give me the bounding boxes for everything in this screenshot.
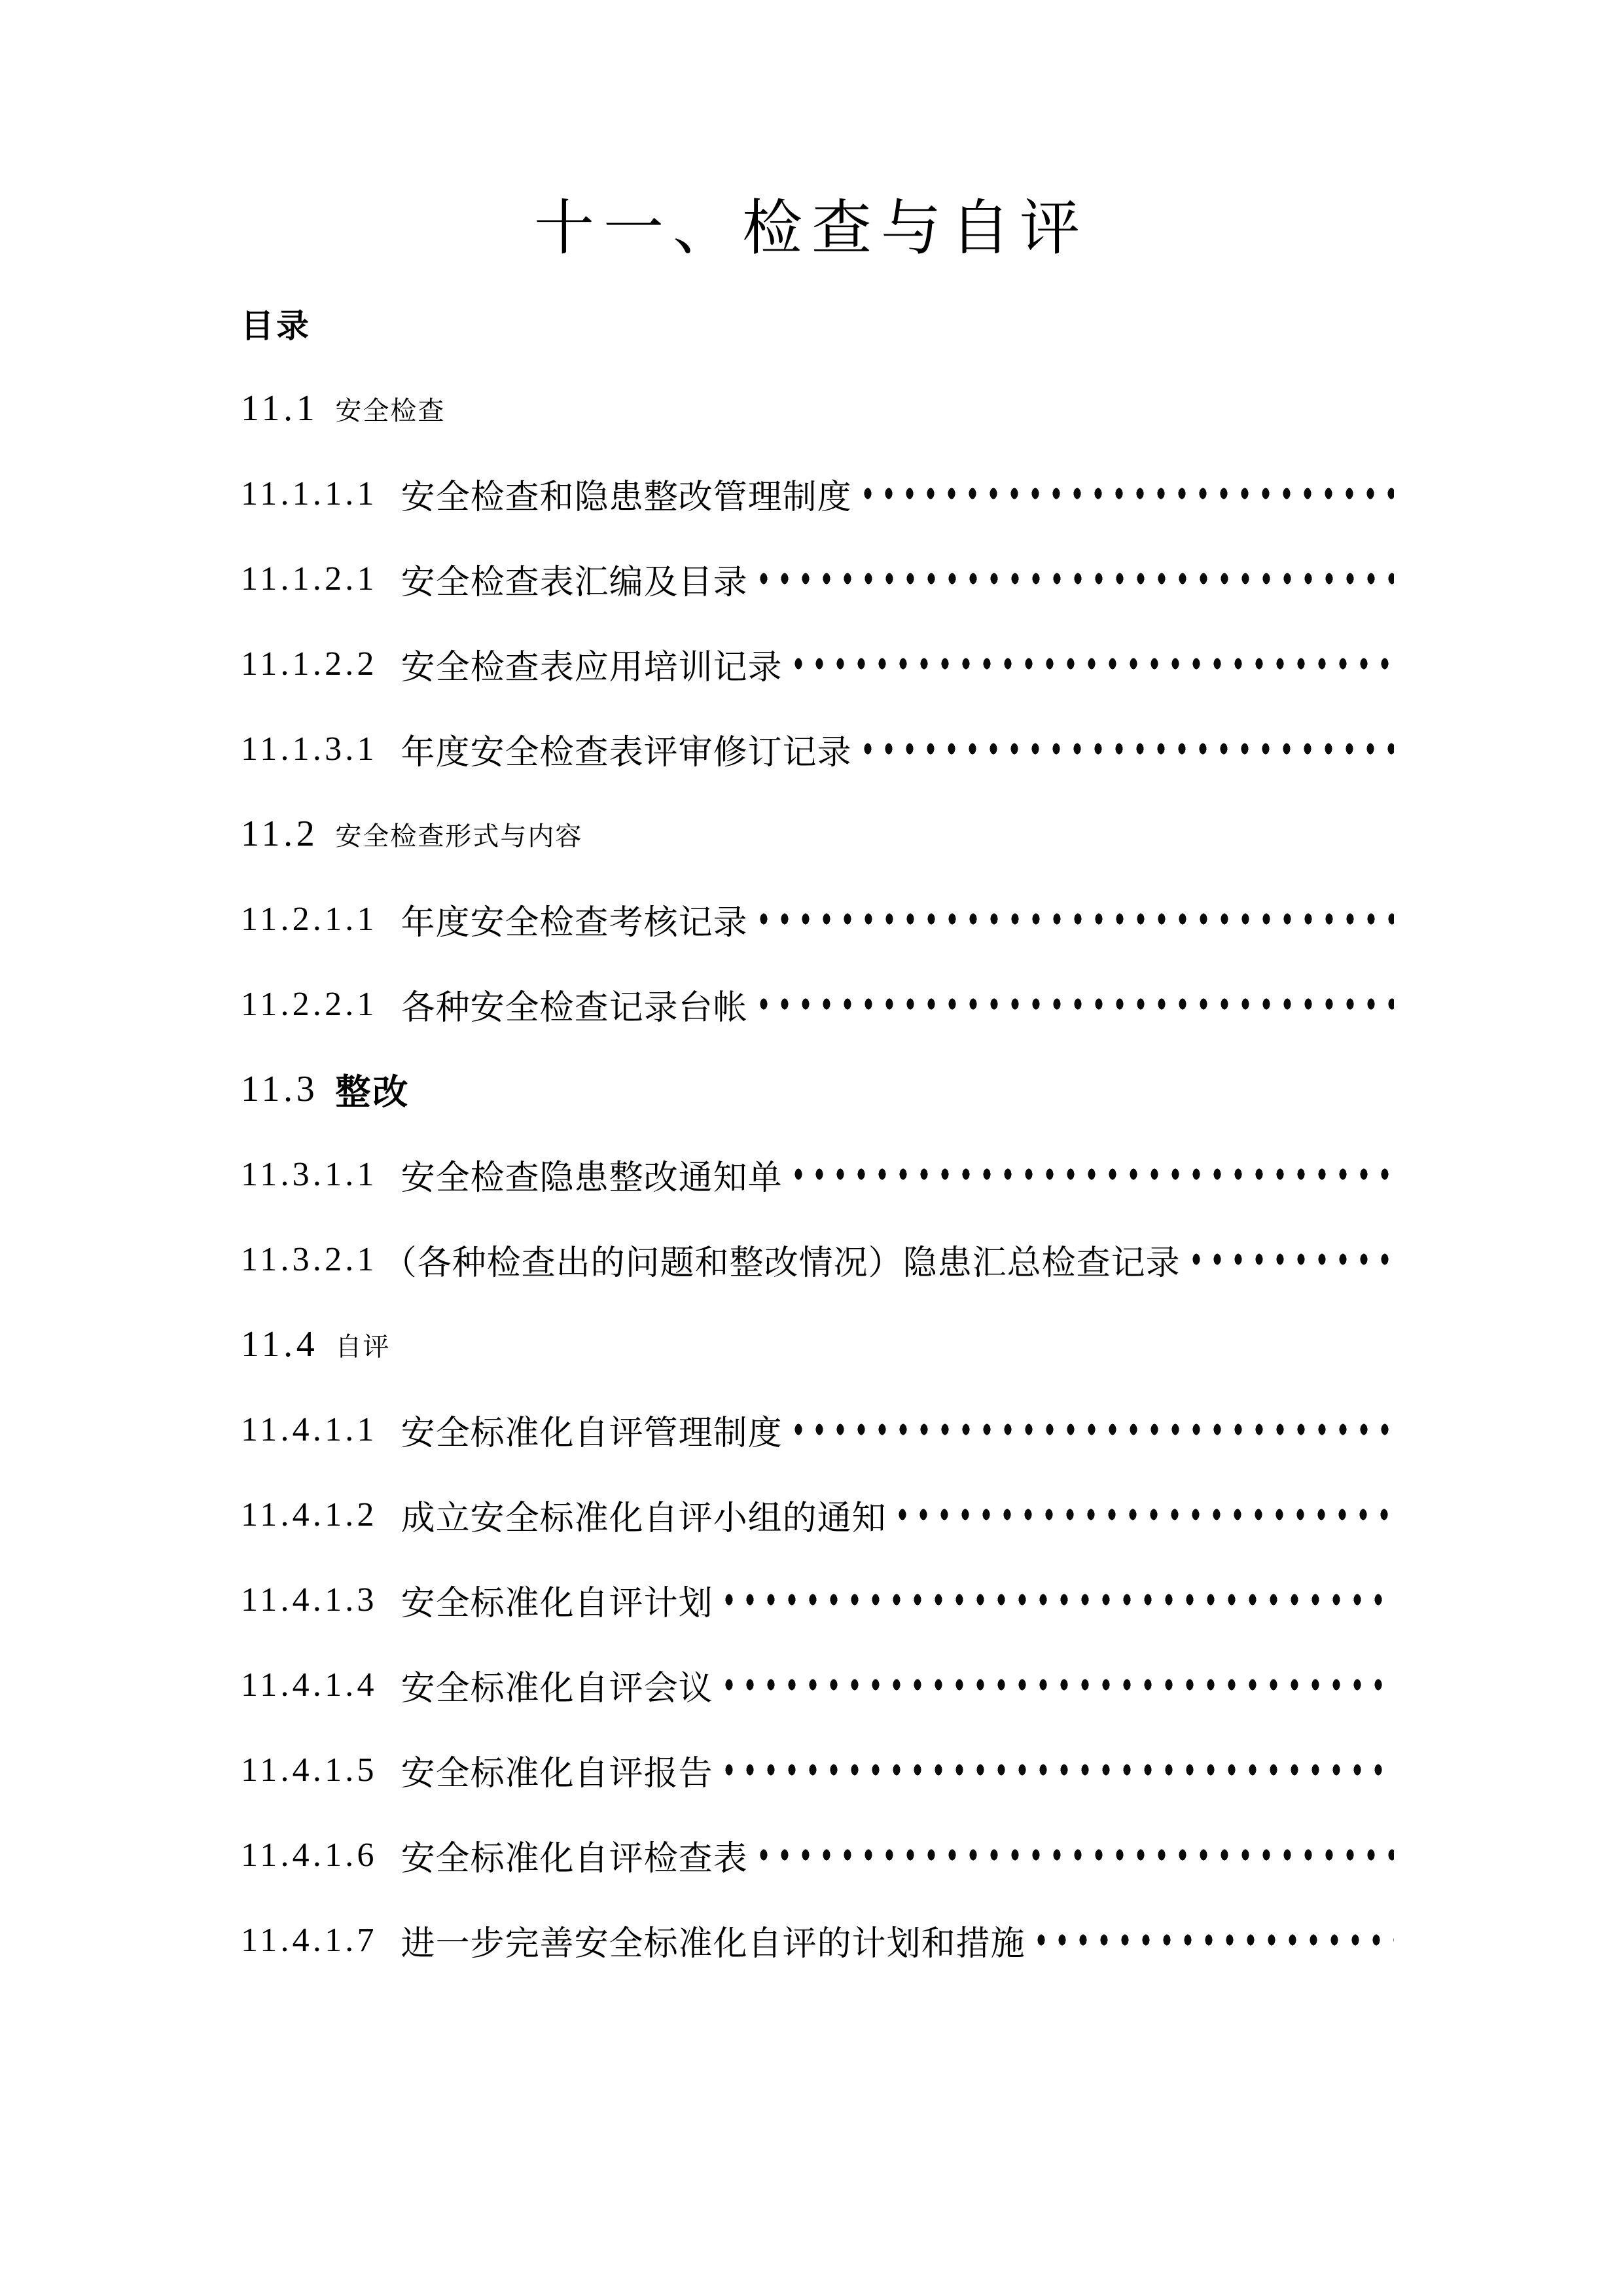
toc-entry-number: 11.1.2.2 (241, 645, 378, 683)
toc-entry-label: 安全检查表应用培训记录 (401, 649, 783, 687)
toc-entry (241, 621, 1394, 706)
toc-entry-label: 安全标准化自评检查表 (401, 1840, 748, 1878)
toc-entry-number: 11.4 (241, 1324, 319, 1365)
toc-entry-label: 安全标准化自评会议 (401, 1670, 713, 1708)
toc-entry (241, 791, 1394, 876)
toc-entry-number: 11.1.3.1 (241, 730, 378, 768)
toc-heading-row (241, 281, 1394, 366)
dot-leader (753, 1838, 1394, 1872)
toc-entry-number: 11.4.1.1 (241, 1410, 378, 1448)
dot-leader (719, 1583, 1394, 1617)
toc-entry-label: 安全检查隐患整改通知单 (401, 1159, 783, 1197)
dot-leader (788, 647, 1394, 681)
toc-entry-number: 11.2.1.1 (241, 900, 378, 938)
dot-leader (753, 902, 1394, 936)
toc-entry-label: 安全标准化自评管理制度 (401, 1414, 783, 1452)
toc-entry-number: 11.4.1.7 (241, 1921, 378, 1959)
toc-entry (241, 1727, 1394, 1812)
toc-entry-label: 安全检查形式与内容 (335, 821, 583, 851)
toc-entry-label: 进一步完善安全标准化自评的计划和措施 (401, 1925, 1026, 1963)
dot-leader (719, 1668, 1394, 1702)
toc-entry-number: 11.3 (241, 1069, 319, 1109)
toc-entry-number: 11.2.2.1 (241, 985, 378, 1023)
toc-entry-number: 11.4.1.6 (241, 1836, 378, 1874)
toc-entry-label: 成立安全标准化自评小组的通知 (401, 1499, 887, 1537)
toc-entry (241, 1557, 1394, 1642)
toc-entry-label: 整改 (335, 1072, 410, 1112)
toc-entry (241, 1217, 1394, 1302)
toc-entry-label: 安全检查 (335, 395, 446, 425)
toc-entry-label: 安全标准化自评报告 (401, 1755, 713, 1793)
dot-leader (857, 732, 1394, 766)
toc-entry (241, 876, 1394, 961)
toc-entry (241, 706, 1394, 791)
dot-leader (1186, 1242, 1394, 1276)
toc-entry-number: 11.4.1.3 (241, 1581, 378, 1619)
toc-heading: 目录 (241, 308, 312, 344)
toc-entry-label: 安全检查表汇编及目录 (401, 564, 748, 601)
toc-entry-number: 11.4.1.4 (241, 1666, 378, 1704)
toc-entry (241, 1387, 1394, 1472)
toc-entry-number: 11.2 (241, 814, 319, 854)
toc-entry (241, 1812, 1394, 1897)
page-title: 十一、检查与自评 (533, 195, 1089, 262)
toc-entry-label: 年度安全检查考核记录 (401, 904, 748, 942)
toc-entry (241, 1472, 1394, 1557)
toc-entry-label: 安全检查和隐患整改管理制度 (401, 478, 852, 516)
toc-entry-number: 11.1 (241, 388, 319, 429)
toc-entry (241, 451, 1394, 536)
table-of-contents (0, 281, 1623, 1982)
toc-entry-label: 各种安全检查记录台帐 (401, 989, 748, 1027)
toc-entry (241, 1047, 1394, 1132)
toc-entry-label: 年度安全检查表评审修订记录 (401, 734, 852, 772)
toc-entry-number: 11.4.1.5 (241, 1751, 378, 1789)
dot-leader (719, 1753, 1394, 1787)
toc-entry-number: 11.1.2.1 (241, 560, 378, 598)
toc-entry-label: 自评 (335, 1331, 391, 1361)
dot-leader (1031, 1923, 1394, 1957)
toc-entry-label: （各种检查出的问题和整改情况）隐患汇总检查记录 (382, 1244, 1181, 1282)
toc-entry (241, 961, 1394, 1047)
toc-entry (241, 536, 1394, 621)
dot-leader (892, 1498, 1394, 1532)
toc-entry (241, 1642, 1394, 1727)
toc-entry-label: 安全标准化自评计划 (401, 1585, 713, 1623)
toc-entry-list (241, 366, 1394, 1982)
toc-entry (241, 1302, 1394, 1387)
dot-leader (753, 987, 1394, 1021)
toc-entry (241, 1132, 1394, 1217)
dot-leader (788, 1157, 1394, 1191)
toc-entry-number: 11.4.1.2 (241, 1496, 378, 1534)
dot-leader (788, 1412, 1394, 1446)
toc-entry-number: 11.3.1.1 (241, 1155, 378, 1193)
toc-entry-number: 11.3.2.1 (241, 1240, 378, 1278)
toc-entry-number: 11.1.1.1 (241, 475, 378, 512)
toc-entry (241, 366, 1394, 451)
toc-entry (241, 1897, 1394, 1982)
dot-leader (753, 562, 1394, 596)
dot-leader (857, 476, 1394, 511)
